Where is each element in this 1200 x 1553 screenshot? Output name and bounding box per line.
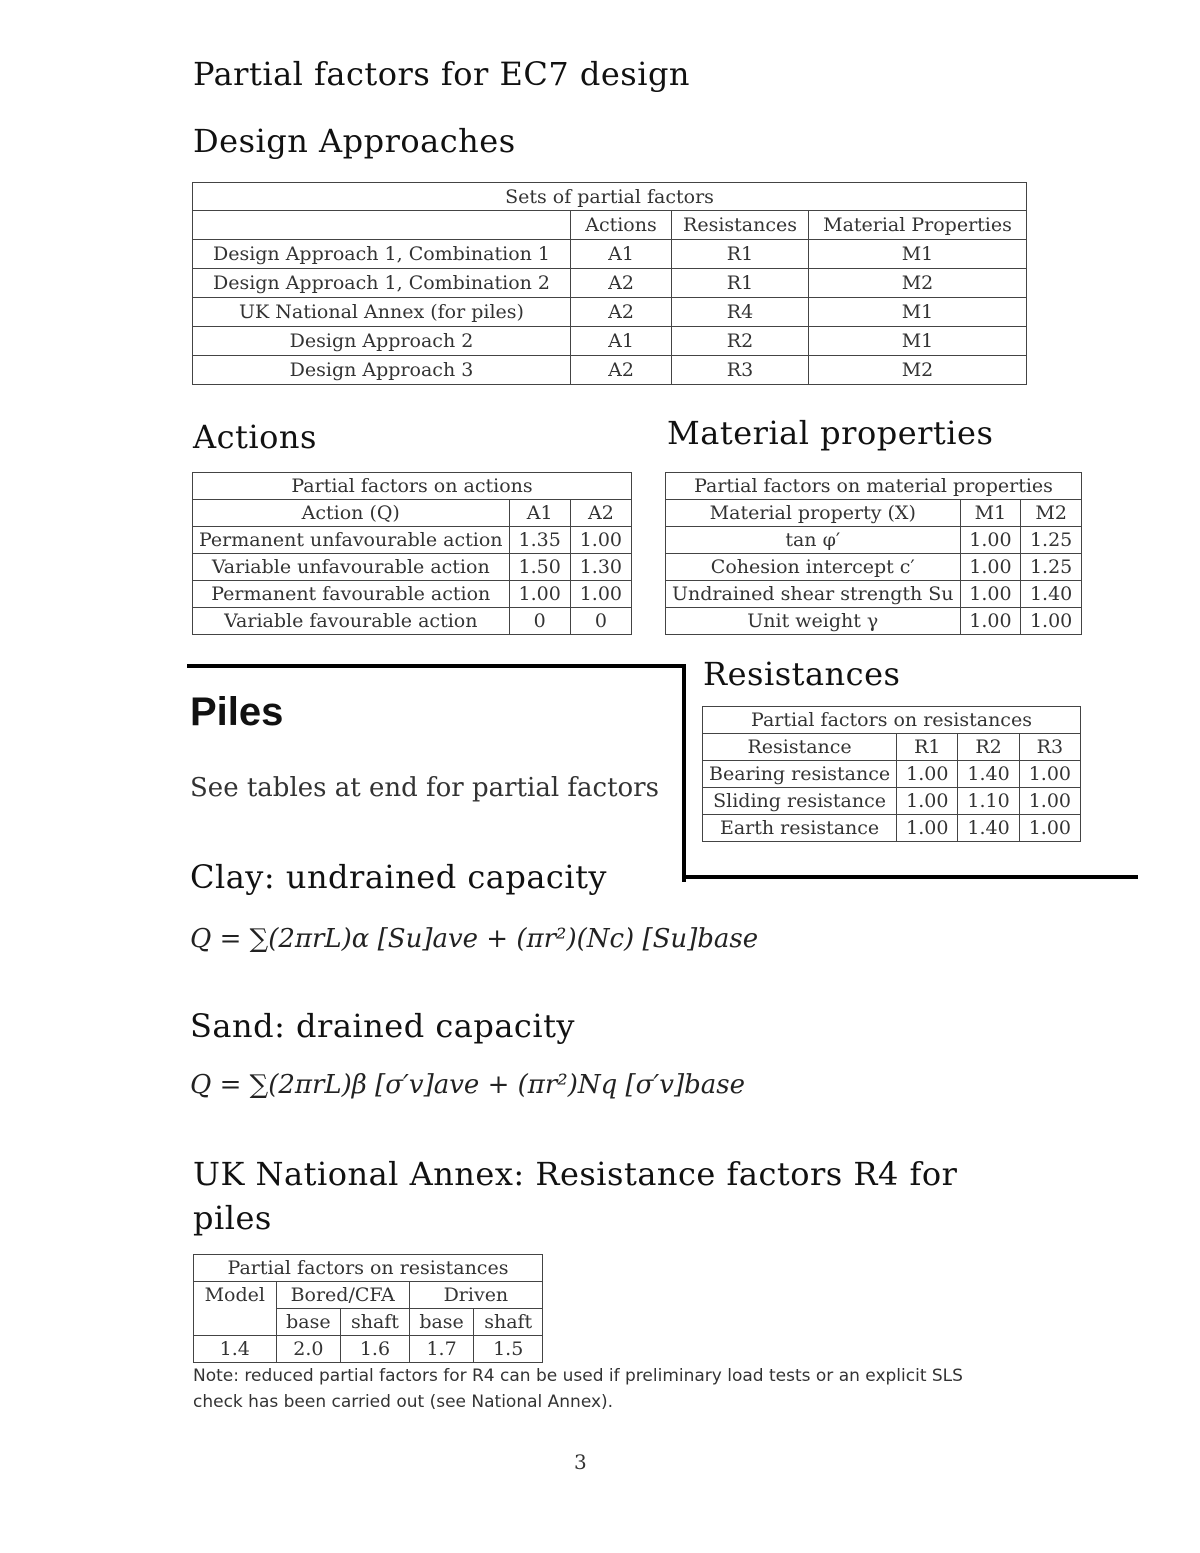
table-cell: 1.00 <box>960 527 1021 554</box>
table-cell: M2 <box>809 356 1027 385</box>
column-header: Material property (X) <box>666 500 961 527</box>
table-cell: 1.10 <box>958 788 1019 815</box>
table-row <box>193 240 1027 269</box>
divider-top <box>187 664 685 668</box>
table-cell: Unit weight γ <box>666 608 961 635</box>
table-row <box>193 554 632 581</box>
table-cell: 1.00 <box>570 527 631 554</box>
group-header-driven: Driven <box>409 1282 542 1309</box>
table-cell: A2 <box>571 298 672 327</box>
resistances-table <box>702 706 1081 842</box>
sand-heading: Sand: drained capacity <box>190 1007 575 1045</box>
column-header: Actions <box>571 211 672 240</box>
table-row <box>193 527 632 554</box>
sub-header: base <box>276 1309 341 1336</box>
column-header: M1 <box>960 500 1021 527</box>
table-cell: 1.6 <box>341 1336 410 1363</box>
table-cell: 1.00 <box>1019 761 1080 788</box>
table-cell: A1 <box>571 240 672 269</box>
column-header: Resistance <box>703 734 897 761</box>
table-cell: 1.00 <box>570 581 631 608</box>
design-approaches-table <box>192 182 1027 385</box>
table-row <box>666 581 1082 608</box>
table-cell: 1.35 <box>509 527 570 554</box>
table-row <box>703 815 1081 842</box>
table-cell: 1.00 <box>897 761 958 788</box>
table-cell: Variable favourable action <box>193 608 510 635</box>
table-cell: 1.25 <box>1021 527 1082 554</box>
table-cell: 1.00 <box>960 581 1021 608</box>
actions-table <box>192 472 632 635</box>
column-header <box>193 211 571 240</box>
table-cell: Variable unfavourable action <box>193 554 510 581</box>
column-header: Resistances <box>672 211 809 240</box>
table-cell: 1.00 <box>1019 815 1080 842</box>
column-header: M2 <box>1021 500 1082 527</box>
material-properties-table <box>665 472 1082 635</box>
table-cell: R3 <box>672 356 809 385</box>
table-cell: 1.00 <box>509 581 570 608</box>
divider-bottom <box>682 875 1138 879</box>
group-header-bored: Bored/CFA <box>276 1282 409 1309</box>
resistances-heading: Resistances <box>703 655 901 693</box>
table-cell: Design Approach 3 <box>193 356 571 385</box>
table-cell: R4 <box>672 298 809 327</box>
sub-header: base <box>409 1309 474 1336</box>
table-cell: Earth resistance <box>703 815 897 842</box>
page-number: 3 <box>574 1450 587 1474</box>
table-cell: Design Approach 2 <box>193 327 571 356</box>
divider-vertical <box>682 664 686 882</box>
table-row <box>666 527 1082 554</box>
table-cell: Cohesion intercept c′ <box>666 554 961 581</box>
piles-heading: Piles <box>190 690 284 734</box>
table-cell: 1.00 <box>1021 608 1082 635</box>
table-cell: Undrained shear strength Su <box>666 581 961 608</box>
uk-annex-note: Note: reduced partial factors for R4 can be used if preliminary load tests or an explicit SLS check has been carried out (see National Annex). <box>193 1366 963 1412</box>
column-header: Action (Q) <box>193 500 510 527</box>
table-cell: 1.00 <box>897 815 958 842</box>
table-caption: Sets of partial factors <box>193 183 1027 211</box>
table-caption: Partial factors on actions <box>193 473 632 500</box>
column-header: R3 <box>1019 734 1080 761</box>
table-cell: Bearing resistance <box>703 761 897 788</box>
table-cell: R1 <box>672 240 809 269</box>
table-cell: 1.50 <box>509 554 570 581</box>
table-cell: 1.30 <box>570 554 631 581</box>
table-cell: M1 <box>809 327 1027 356</box>
table-cell: 1.40 <box>958 815 1019 842</box>
table-row <box>193 608 632 635</box>
design-approaches-heading: Design Approaches <box>193 122 516 160</box>
table-cell: 0 <box>570 608 631 635</box>
group-header-model: Model <box>194 1282 277 1309</box>
table-cell: M1 <box>809 298 1027 327</box>
uk-annex-heading: UK National Annex: Resistance factors R4 for piles <box>193 1155 958 1237</box>
table-cell: 1.00 <box>960 554 1021 581</box>
table-cell: 1.4 <box>194 1336 277 1363</box>
table-caption: Partial factors on resistances <box>194 1255 543 1282</box>
table-cell: Design Approach 1, Combination 1 <box>193 240 571 269</box>
column-header: Material Properties <box>809 211 1027 240</box>
column-header: R1 <box>897 734 958 761</box>
table-row <box>193 356 1027 385</box>
piles-text: See tables at end for partial factors <box>190 773 659 803</box>
material-properties-heading: Material properties <box>667 414 994 452</box>
table-cell: M1 <box>809 240 1027 269</box>
table-cell: M2 <box>809 269 1027 298</box>
table-cell: 1.00 <box>1019 788 1080 815</box>
table-row <box>193 581 632 608</box>
table-cell: 0 <box>509 608 570 635</box>
table-row <box>666 608 1082 635</box>
table-cell: A2 <box>571 356 672 385</box>
column-header: A1 <box>509 500 570 527</box>
actions-heading: Actions <box>193 418 317 456</box>
sand-formula: Q = ∑(2πrL)β [σ′v]ave + (πr²)Nq [σ′v]base <box>190 1070 746 1100</box>
table-cell: Design Approach 1, Combination 2 <box>193 269 571 298</box>
sub-header: shaft <box>474 1309 543 1336</box>
page-title: Partial factors for EC7 design <box>193 55 691 93</box>
column-header: R2 <box>958 734 1019 761</box>
table-caption: Partial factors on material properties <box>666 473 1082 500</box>
table-cell: A2 <box>571 269 672 298</box>
sub-header <box>194 1309 277 1336</box>
table-cell: UK National Annex (for piles) <box>193 298 571 327</box>
table-cell: R1 <box>672 269 809 298</box>
table-cell: 1.5 <box>474 1336 543 1363</box>
table-cell: 1.00 <box>960 608 1021 635</box>
table-row <box>193 269 1027 298</box>
table-cell: 1.25 <box>1021 554 1082 581</box>
table-cell: A1 <box>571 327 672 356</box>
table-cell: Permanent unfavourable action <box>193 527 510 554</box>
table-row <box>193 298 1027 327</box>
column-header: A2 <box>570 500 631 527</box>
table-cell: 2.0 <box>276 1336 341 1363</box>
table-cell: 1.7 <box>409 1336 474 1363</box>
table-cell: 1.00 <box>897 788 958 815</box>
table-cell: R2 <box>672 327 809 356</box>
table-row <box>666 554 1082 581</box>
clay-formula: Q = ∑(2πrL)α [Su]ave + (πr²)(Nc) [Su]base <box>190 924 759 954</box>
table-row <box>703 761 1081 788</box>
table-cell: Sliding resistance <box>703 788 897 815</box>
table-row <box>193 327 1027 356</box>
sub-header: shaft <box>341 1309 410 1336</box>
table-cell: 1.40 <box>1021 581 1082 608</box>
uk-annex-table <box>193 1254 543 1363</box>
table-cell: 1.40 <box>958 761 1019 788</box>
table-cell: tan φ′ <box>666 527 961 554</box>
clay-heading: Clay: undrained capacity <box>190 858 607 896</box>
table-cell: Permanent favourable action <box>193 581 510 608</box>
table-caption: Partial factors on resistances <box>703 707 1081 734</box>
table-row <box>703 788 1081 815</box>
